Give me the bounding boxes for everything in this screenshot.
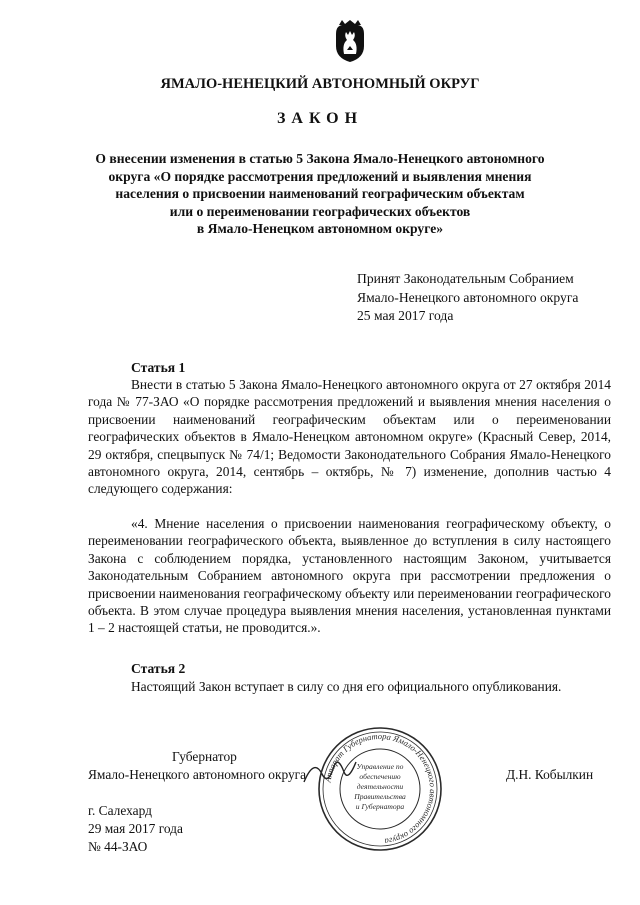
stamp-center-line: деятельности <box>356 782 404 791</box>
signatory-title: Губернатор <box>172 749 237 764</box>
stamp-center-line: Управление по <box>356 762 404 771</box>
adoption-line: Ямало-Ненецкого автономного округа <box>357 289 579 305</box>
issue-place: г. Салехард <box>88 803 152 818</box>
article-1-quote: «4. Мнение населения о присвоении наименования географическому объекту, о переименовании географического объекта, выявленное до вступления в силу настоящего Закона с соблюдением порядка, установленного настоящим Законом, учитывается Законодательным Собранием автономного округа при рассмотрении предложения о присвоении наименования географическому объекту или переименовании географического объекта. В этом случае процедура выявления мнения населения, установленная пунктами 1 – 2 настоящей статьи, не проводится.». <box>88 516 611 636</box>
adoption-line: Принят Законодательным Собранием <box>357 271 574 286</box>
official-stamp <box>316 725 444 853</box>
subject-line: округа «О порядке рассмотрения предложений и выявления мнения <box>108 168 532 184</box>
article-1-text: Внести в статью 5 Закона Ямало-Ненецкого автономного округа от 27 октября 2014 года № 77-ЗАО «О порядке рассмотрения предложений и выявления мнения населения о присвоении наименований географическим объектам или о переименовании географических объектов в Ямало-Ненецком автономном округе» (Красный Север, 2014, 29 октября, спецвыпуск № 74/1; Ведомости Законодательного Собрания Ямало-Ненецкого автономного округа, 2014, сентябрь – октябрь, № 7) изменение, дополнив частью 4 следующего содержания: <box>88 377 611 497</box>
adoption-note <box>357 270 578 326</box>
article-2-text: Настоящий Закон вступает в силу со дня его официального опубликования. <box>131 679 562 694</box>
law-subject <box>60 150 580 238</box>
region-title: ЯМАЛО-НЕНЕЦКИЙ АВТОНОМНЫЙ ОКРУГ <box>160 76 480 92</box>
subject-line: О внесении изменения в статью 5 Закона Ямало-Ненецкого автономного <box>95 151 545 166</box>
subject-line: или о переименовании географических объектов <box>169 203 471 219</box>
subject-line: населения о присвоении наименований географическим объектам <box>115 186 525 201</box>
article-1-heading: Статья 1 <box>131 360 186 375</box>
article-2-heading: Статья 2 <box>131 661 186 676</box>
stamp-center-line: и Губернатора <box>355 802 405 811</box>
law-number: № 44-ЗАО <box>88 839 148 854</box>
stamp-center-line: обеспечению <box>359 772 401 781</box>
signatory-name: Д.Н. Кобылкин <box>506 767 594 782</box>
subject-line: в Ямало-Ненецком автономном округе» <box>196 221 444 236</box>
document-type: ЗАКОН <box>276 110 364 127</box>
adoption-line: 25 мая 2017 года <box>357 308 454 323</box>
coat-of-arms <box>330 20 370 64</box>
stamp-ring-text: Аппарат Губернатора Ямало-Ненецкого автономного округа <box>322 730 439 847</box>
signatory-region: Ямало-Ненецкого автономного округа <box>88 767 307 782</box>
issue-date: 29 мая 2017 года <box>88 821 183 836</box>
stamp-center-line: Правительства <box>354 792 406 801</box>
